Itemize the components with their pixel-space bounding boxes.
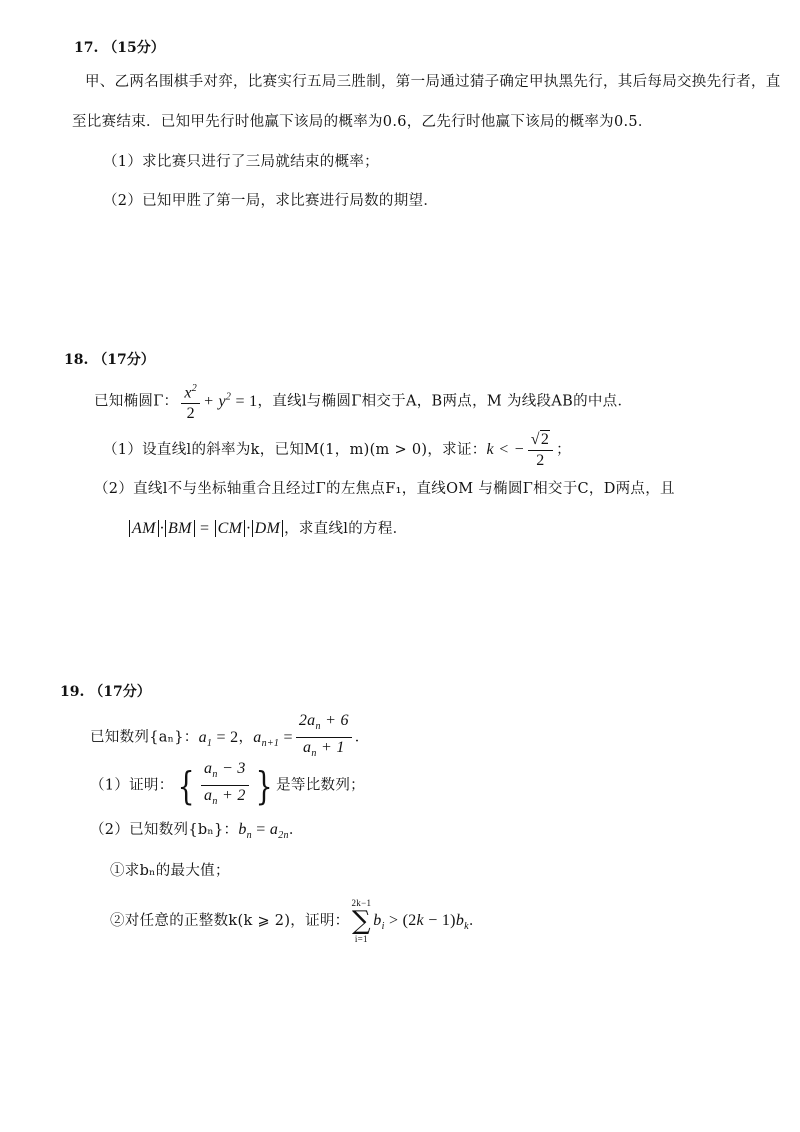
q18-header (64, 350, 155, 370)
q17-number: 17. (74, 40, 99, 56)
q19-part2: （2）已知数列{bₙ}：$b_n = a_{2n}$． (90, 821, 304, 842)
q17-points: （15分） (103, 40, 165, 56)
bn-definition: $b_n = a_{2n}$ (238, 821, 289, 842)
a1-value: $a_1 = 2$ (198, 728, 239, 749)
distance-product-equation: AM · BM = CM · DM (128, 520, 284, 537)
q18-part2-line2: AM · BM = CM · DM ，求直线l的方程． (128, 519, 407, 539)
q18-intro: 已知椭圆Γ： $\frac{x^2}{2}$ + $y^2 = 1$，直线l与椭圆Γ相交于A，B两点，M 为线段AB的中点． (94, 380, 632, 423)
k-inequality: k < − (486, 441, 525, 458)
recurrence: $a_{n+1}$ = (253, 728, 293, 749)
recurrence-frac: $\frac{2a_n + 6}{a_n + 1}$ (296, 712, 352, 763)
sum-inequality: $b_i > (2k - 1)b_k$ (373, 912, 469, 933)
sqrt2-over-2: √ 2 2 (528, 430, 553, 470)
q19-sub1: ①求bₙ的最大值； (110, 863, 230, 879)
q19-part1: （1）证明：{ $\frac{a_n - 3}{a_n + 2}$ } 是等比数列； (90, 760, 365, 811)
q18-part1: （1）设直线l的斜率为k，已知M(1，m)(m > 0)，求证：k < − √ 2 2 ； (103, 431, 571, 469)
q18-part2-line1: （2）直线l不与坐标轴重合且经过Γ的左焦点F₁，直线OM 与椭圆Γ相交于C，D两点，且 (94, 481, 675, 497)
q18-points: （17分） (93, 352, 155, 368)
q19-intro: 已知数列{aₙ}：$a_1 = 2$，$a_{n+1}$ = $\frac{2a_n + 6}{a_n + 1}$ ． (90, 712, 370, 763)
q19-header (60, 682, 151, 702)
q19-sub2: ②对任意的正整数k(k ⩾ 2)，证明： 2k−1 ∑ i=1 $b_i > (2k - 1)b_k$． (110, 898, 484, 944)
q17-part1: （1）求比赛只进行了三局就结束的概率； (103, 154, 379, 170)
summation: 2k−1 ∑ i=1 (351, 898, 372, 944)
q19-points: （17分） (89, 684, 151, 700)
ellipse-equation-rest: + $y^2 = 1$ (203, 391, 258, 410)
q18-number: 18. (64, 352, 89, 368)
q17-part2: （2）已知甲胜了第一局，求比赛进行局数的期望． (103, 193, 439, 209)
ellipse-x-frac: $\frac{x^2}{2}$ (181, 380, 200, 423)
q17-header (74, 38, 165, 58)
q17-stem-line1: 甲、乙两名围棋手对弈，比赛实行五局三胜制，第一局通过猜子确定甲执黑先行，其后每局交换先行者，直 (85, 74, 781, 90)
q19-number: 19. (60, 684, 85, 700)
ratio-frac: $\frac{a_n - 3}{a_n + 2}$ (201, 760, 249, 811)
q17-stem-line2: 至比赛结束．已知甲先行时他赢下该局的概率为0.6，乙先行时他赢下该局的概率为0.5． (72, 114, 653, 130)
